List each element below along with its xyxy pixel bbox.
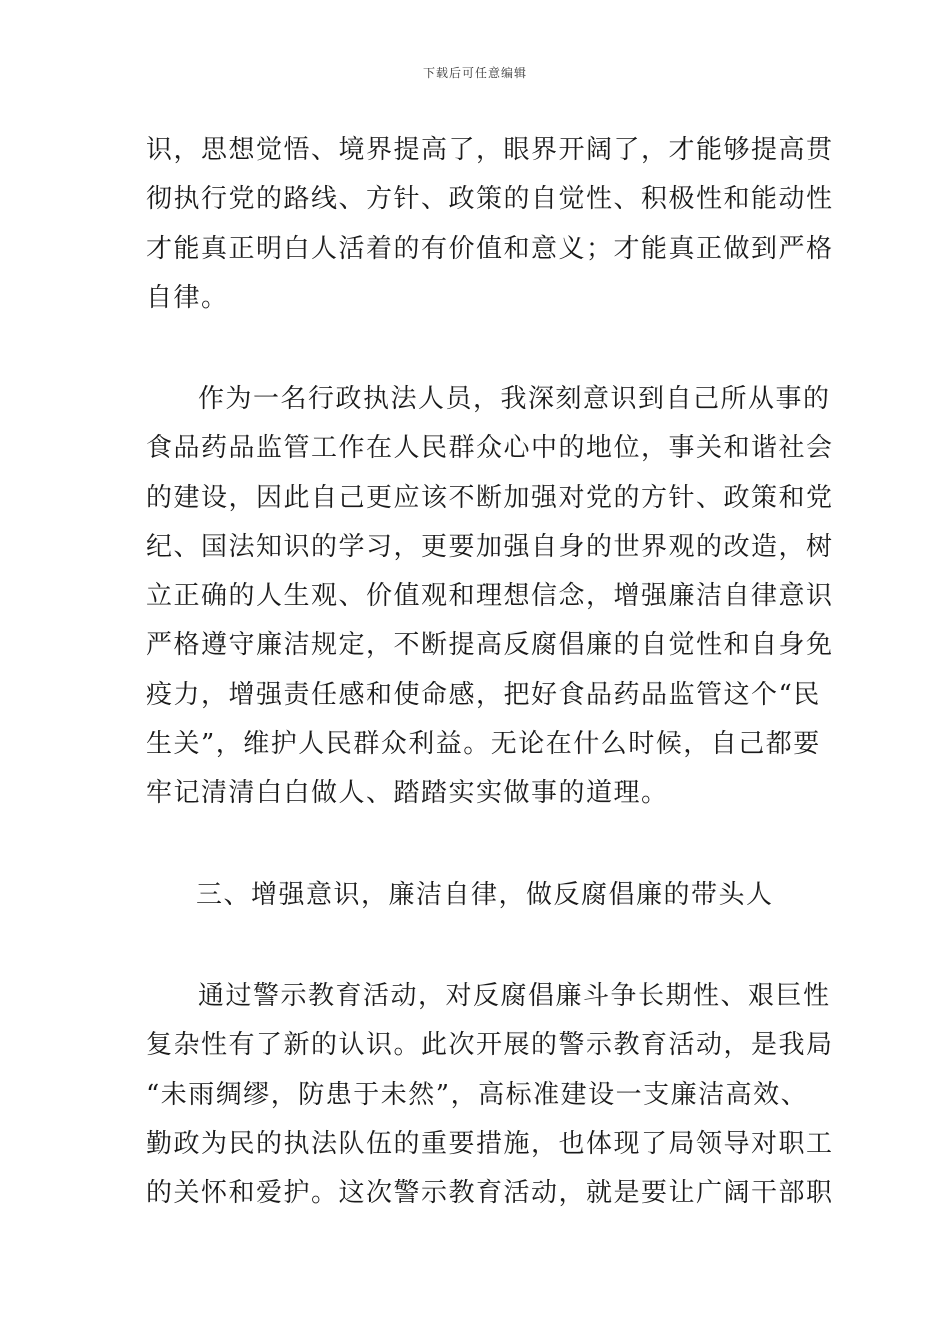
text-line: 通过警示教育活动，对反腐倡廉斗争长期性、艰巨性 bbox=[198, 981, 831, 1011]
text-line: 生关”，维护人民群众利益。无论在什么时候，自己都要 bbox=[146, 729, 821, 760]
text-line: “未雨绸缪，防患于未然”，高标准建设一支廉洁高效、 bbox=[146, 1079, 809, 1110]
text-line: 复杂性有了新的认识。此次开展的警示教育活动，是我局 bbox=[146, 1030, 834, 1061]
text-line: 的关怀和爱护。这次警示教育活动，就是要让广阔干部职 bbox=[146, 1178, 834, 1209]
text-line: 牢记清清白白做人、踏踏实实做事的道理。 bbox=[146, 778, 669, 809]
text-line: 纪、国法知识的学习，更要加强自身的世界观的改造，树 bbox=[146, 531, 834, 562]
page-header: 下载后可任意编辑 bbox=[422, 66, 527, 80]
paragraph-law-enforcement bbox=[146, 375, 834, 819]
section-heading bbox=[146, 871, 811, 920]
text-line: 作为一名行政执法人员，我深刻意识到自己所从事的 bbox=[198, 384, 831, 414]
heading-line: 三、增强意识，廉洁自律，做反腐倡廉的带头人 bbox=[196, 880, 774, 910]
text-line: 自律。 bbox=[146, 282, 229, 313]
text-line: 才能真正明白人活着的有价值和意义；才能真正做到严格 bbox=[146, 233, 834, 264]
text-line: 勤政为民的执法队伍的重要措施，也体现了局领导对职工 bbox=[146, 1128, 834, 1159]
text-line: 立正确的人生观、价值观和理想信念，增强廉洁自律意识 bbox=[146, 581, 834, 612]
paragraph-warning-education bbox=[146, 972, 834, 1218]
text-line: 的建设，因此自己更应该不断加强对党的方针、政策和党 bbox=[146, 482, 834, 513]
text-line: 识，思想觉悟、境界提高了，眼界开阔了，才能够提高贯 bbox=[146, 135, 834, 165]
paragraph-continuation bbox=[146, 126, 834, 323]
text-line: 疫力，增强责任感和使命感，把好食品药品监管这个“民 bbox=[146, 679, 821, 710]
text-line: 严格遵守廉洁规定，不断提高反腐倡廉的自觉性和自身免 bbox=[146, 630, 834, 661]
text-line: 食品药品监管工作在人民群众心中的地位，事关和谐社会 bbox=[146, 433, 834, 464]
text-line: 彻执行党的路线、方针、政策的自觉性、积极性和能动性 bbox=[146, 184, 834, 215]
